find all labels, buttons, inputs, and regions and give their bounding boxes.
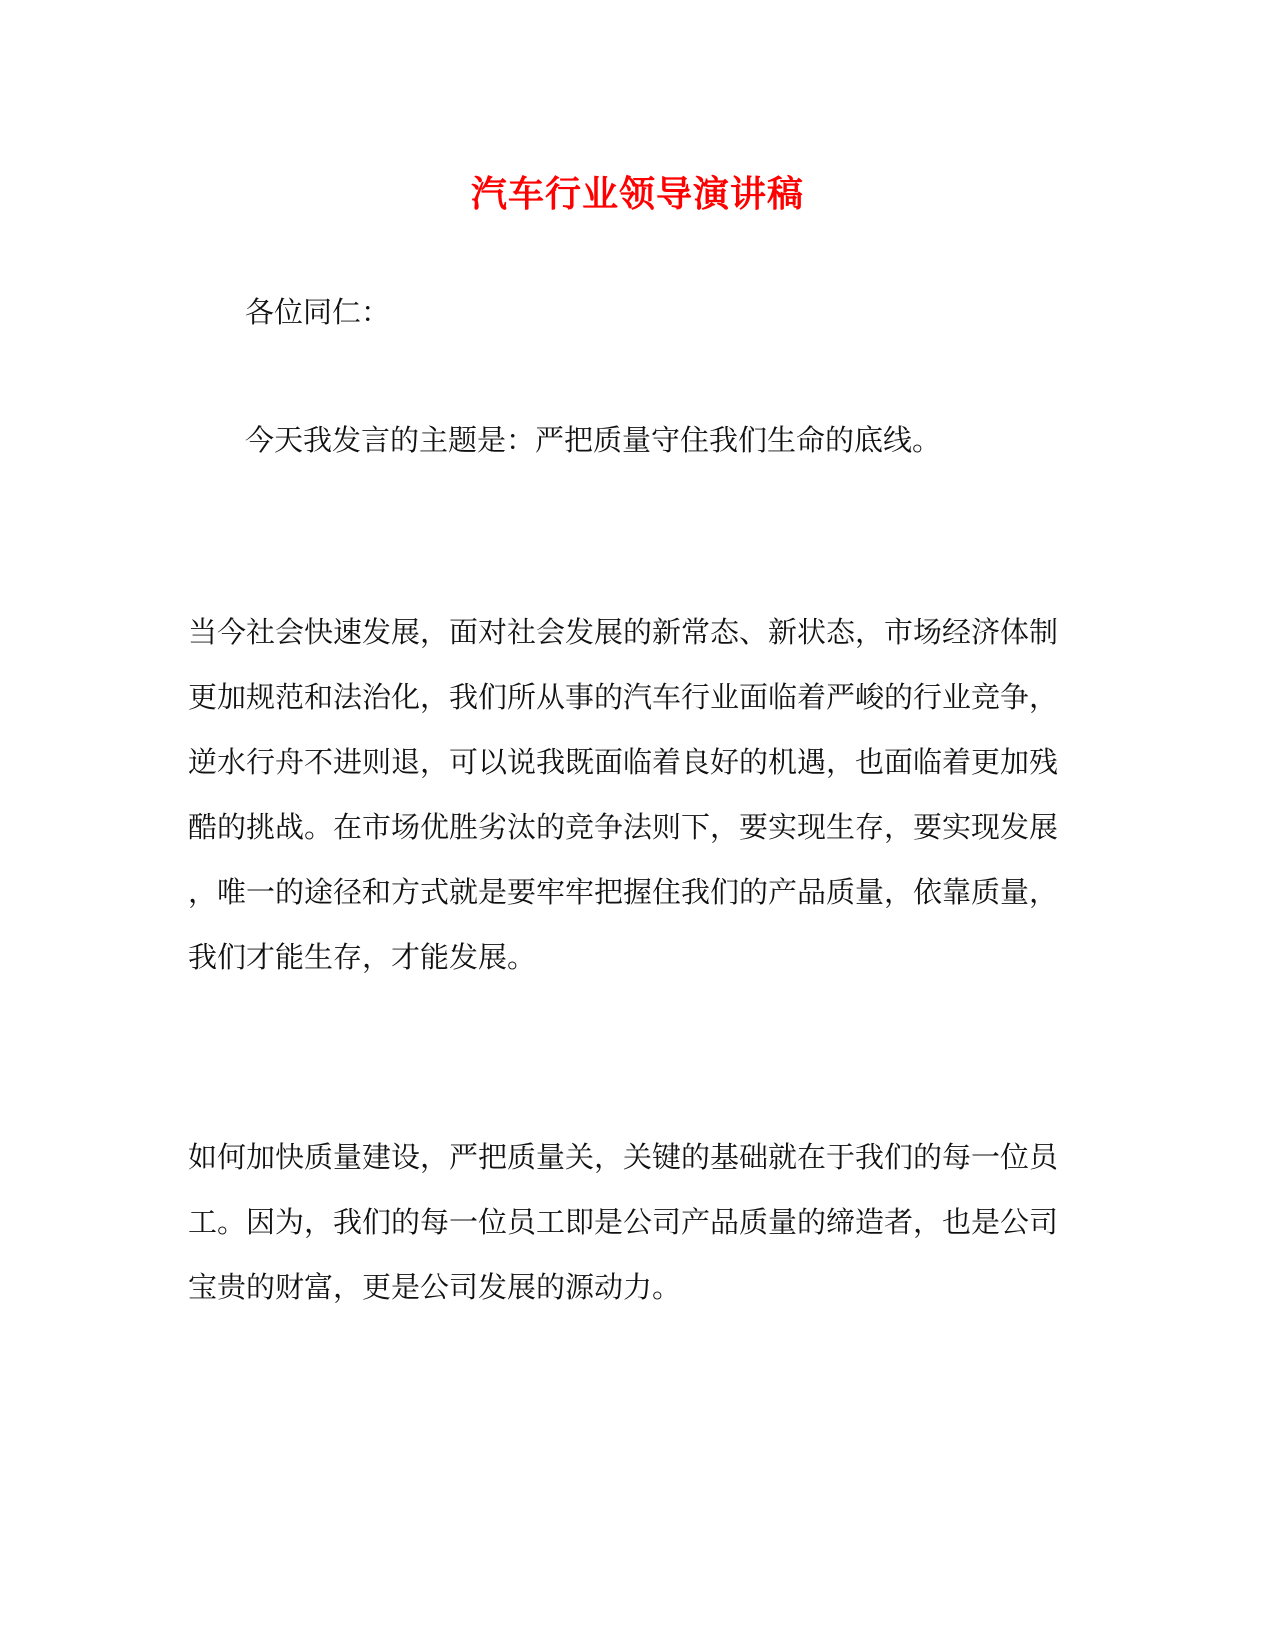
paragraph-line: 如何加快质量建设，严把质量关，关键的基础就在于我们的每一位员	[188, 1140, 1059, 1174]
paragraph-line: 我们才能生存，才能发展。	[188, 940, 537, 974]
salutation: 各位同仁：	[245, 295, 391, 329]
paragraph-line: 当今社会快速发展，面对社会发展的新常态、新状态，市场经济体制	[188, 615, 1059, 649]
speech-theme: 今天我发言的主题是：严把质量守住我们生命的底线。	[245, 423, 942, 457]
paragraph-1	[188, 600, 1068, 990]
paragraph-line: 更加规范和法治化，我们所从事的汽车行业面临着严峻的行业竞争，	[188, 680, 1059, 714]
document-title: 汽车行业领导演讲稿	[470, 173, 804, 215]
paragraph-line: 酷的挑战。在市场优胜劣汰的竞争法则下，要实现生存，要实现发展	[188, 810, 1059, 844]
paragraph-line: 宝贵的财富，更是公司发展的源动力。	[188, 1270, 682, 1304]
paragraph-line: 逆水行舟不进则退，可以说我既面临着良好的机遇，也面临着更加残	[188, 745, 1059, 779]
paragraph-line: 工。因为，我们的每一位员工即是公司产品质量的缔造者，也是公司	[188, 1205, 1059, 1239]
paragraph-line: ，唯一的途径和方式就是要牢牢把握住我们的产品质量，依靠质量，	[188, 875, 1059, 909]
paragraph-2	[188, 1125, 1068, 1320]
